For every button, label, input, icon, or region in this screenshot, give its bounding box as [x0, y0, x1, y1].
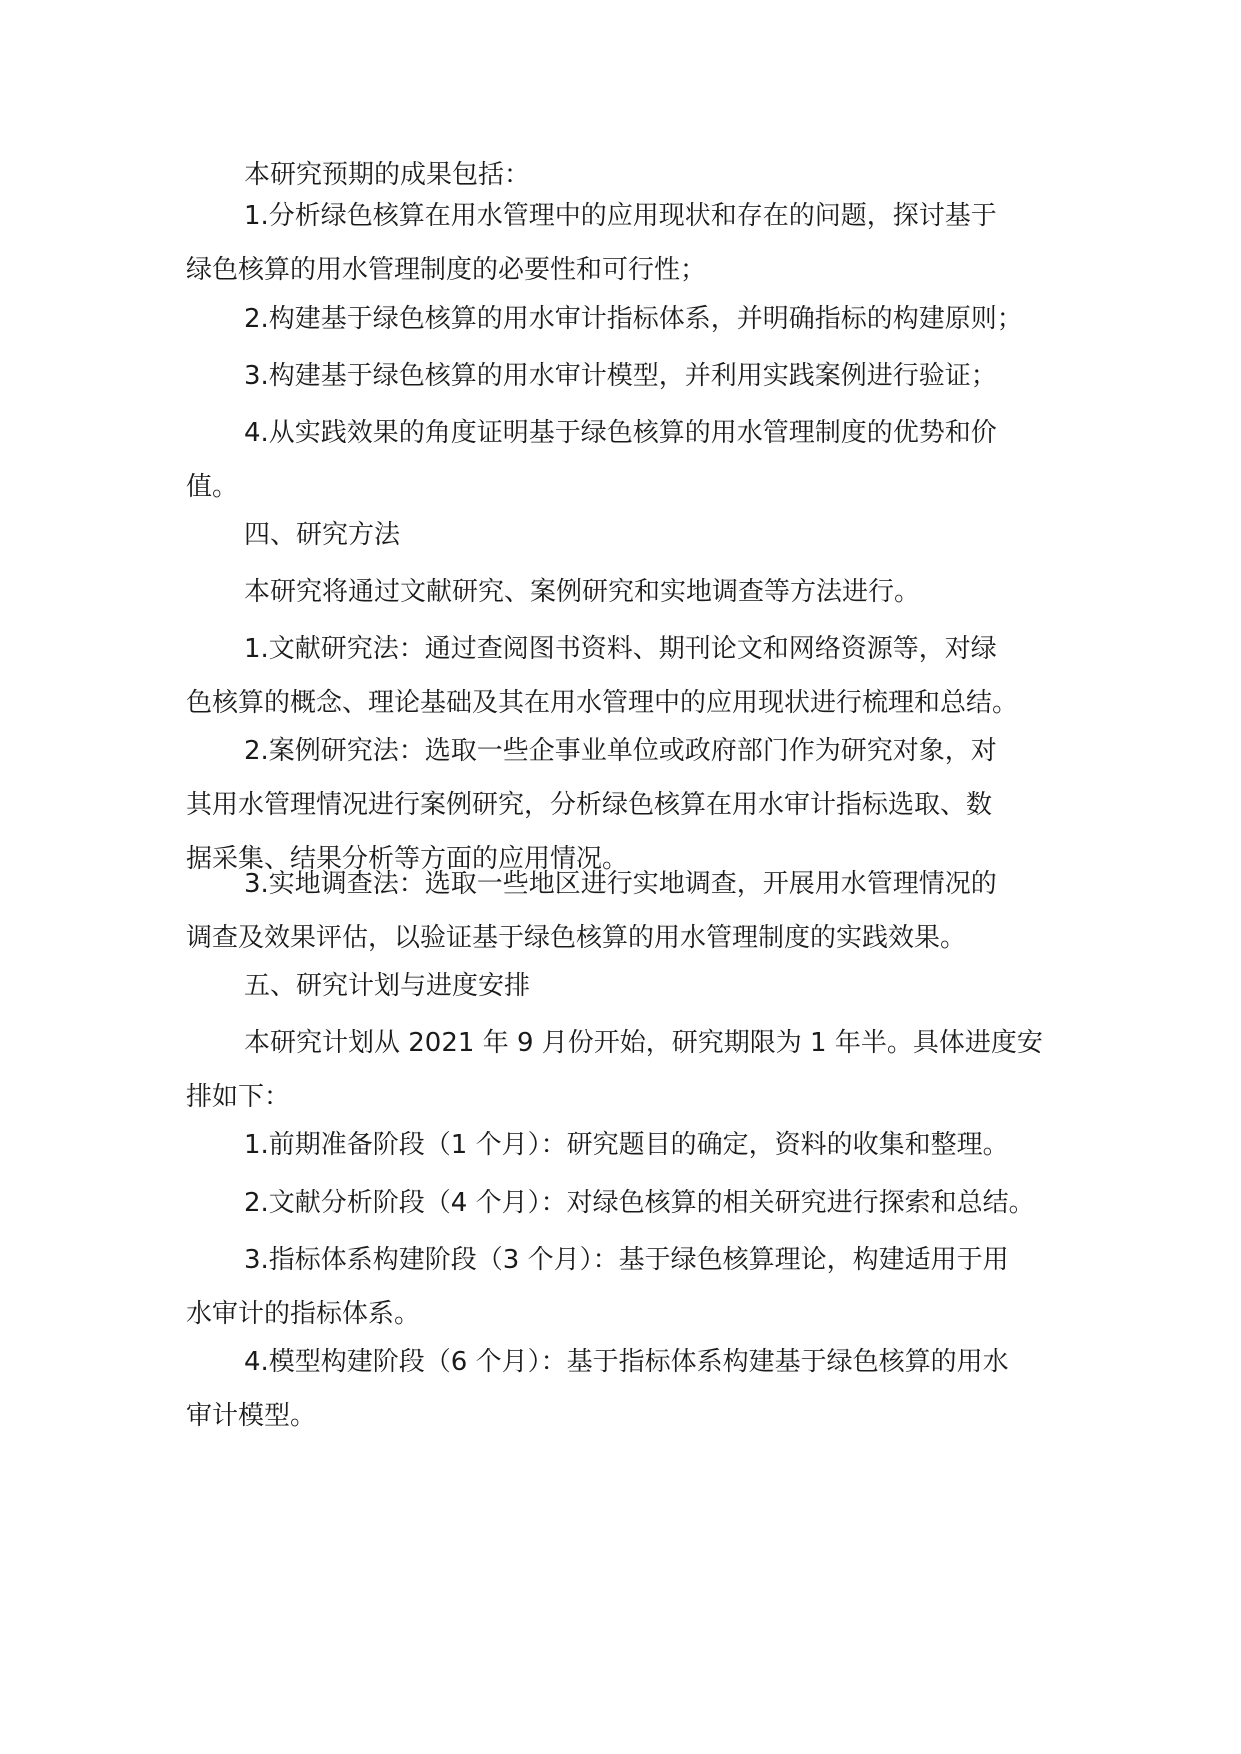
text-line: 本研究计划从 2021 年 9 月份开始，研究期限为 1 年半。具体进度安 — [244, 1028, 1043, 1058]
text-line: 本研究将通过文献研究、案例研究和实地调查等方法进行。 — [244, 577, 921, 607]
text-line: 3.实地调查法：选取一些地区进行实地调查，开展用水管理情况的 — [244, 869, 997, 899]
text-line: 1.文献研究法：通过查阅图书资料、期刊论文和网络资源等，对绿 — [244, 634, 997, 664]
text-line: 四、研究方法 — [244, 520, 401, 550]
text-line: 1.前期准备阶段（1 个月）：研究题目的确定，资料的收集和整理。 — [244, 1130, 1009, 1160]
text-line: 3.指标体系构建阶段（3 个月）：基于绿色核算理论，构建适用于用 — [244, 1245, 1009, 1275]
text-line: 3.构建基于绿色核算的用水审计模型，并利用实践案例进行验证； — [244, 361, 997, 391]
paragraph-stage-3 — [186, 1233, 1046, 1341]
text-line: 本研究预期的成果包括： — [244, 160, 531, 190]
text-line: 其用水管理情况进行案例研究，分析绿色核算在用水审计指标选取、数 — [186, 790, 993, 820]
text-line: 2.文献分析阶段（4 个月）：对绿色核算的相关研究进行探索和总结。 — [244, 1188, 1035, 1218]
text-line: 五、研究计划与进度安排 — [244, 971, 531, 1001]
text-line: 4.模型构建阶段（6 个月）：基于指标体系构建基于绿色核算的用水 — [244, 1347, 1009, 1377]
text-line: 调查及效果评估，以验证基于绿色核算的用水管理制度的实践效果。 — [186, 923, 967, 953]
paragraph-stage-2 — [186, 1176, 1046, 1230]
text-line: 色核算的概念、理论基础及其在用水管理中的应用现状进行梳理和总结。 — [186, 688, 1019, 718]
paragraph-methods-intro — [186, 565, 1046, 619]
paragraph-method-field-survey — [186, 857, 1046, 965]
text-line: 2.构建基于绿色核算的用水审计指标体系，并明确指标的构建原则； — [244, 304, 1023, 334]
paragraph-result-4 — [186, 406, 1046, 514]
text-line: 1.分析绿色核算在用水管理中的应用现状和存在的问题，探讨基于 — [244, 201, 997, 231]
paragraph-schedule-intro — [186, 1016, 1046, 1124]
text-line: 值。 — [186, 472, 239, 502]
text-line: 排如下： — [186, 1082, 291, 1112]
paragraph-method-literature — [186, 622, 1046, 730]
text-line: 绿色核算的用水管理制度的必要性和可行性； — [186, 255, 707, 285]
section-heading-methods — [186, 508, 1046, 562]
paragraph-result-1 — [186, 189, 1046, 297]
text-line: 审计模型。 — [186, 1401, 317, 1431]
text-line: 4.从实践效果的角度证明基于绿色核算的用水管理制度的优势和价 — [244, 418, 997, 448]
paragraph-stage-1 — [186, 1118, 1046, 1172]
section-heading-schedule — [186, 959, 1046, 1013]
paragraph-stage-4 — [186, 1335, 1046, 1443]
text-line: 据采集、结果分析等方面的应用情况。 — [186, 844, 629, 874]
paragraph-result-2 — [186, 292, 1046, 346]
text-line: 水审计的指标体系。 — [186, 1299, 421, 1329]
text-line: 2.案例研究法：选取一些企事业单位或政府部门作为研究对象，对 — [244, 736, 997, 766]
paragraph-result-3 — [186, 349, 1046, 403]
